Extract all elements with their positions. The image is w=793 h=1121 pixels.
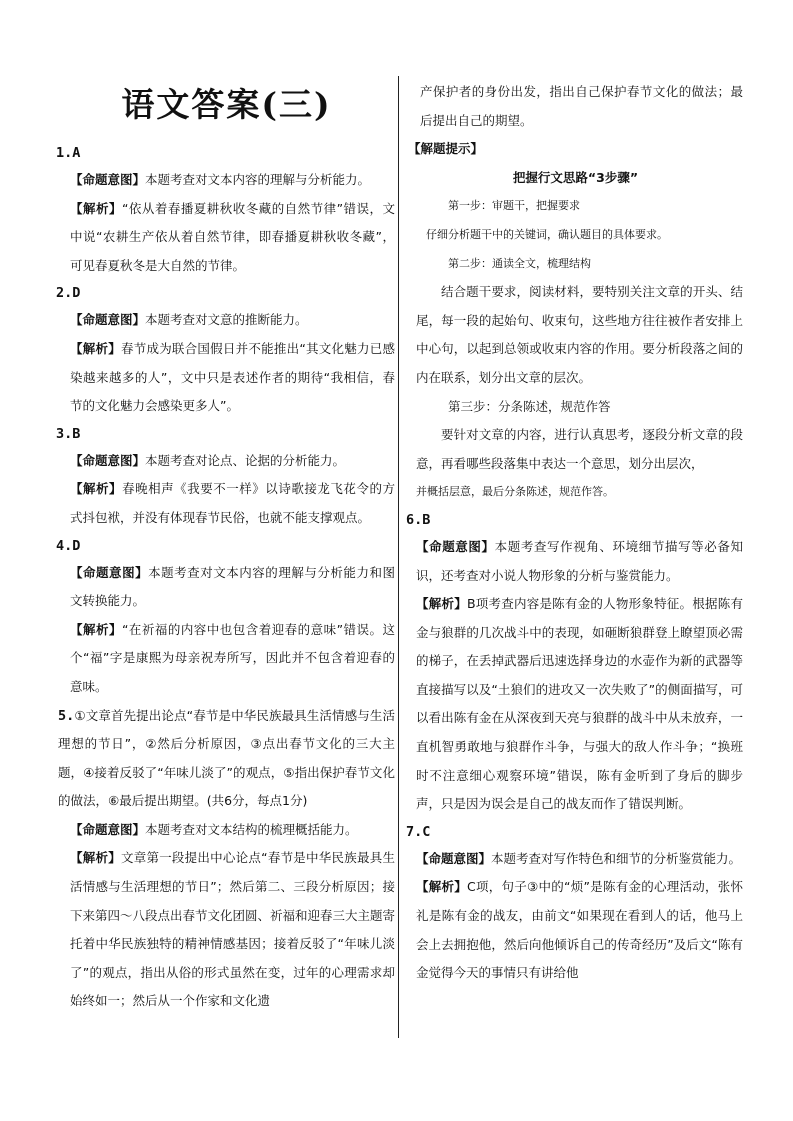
question-number: 4.D [56,537,81,554]
intent-tag: 【命题意图】 [416,538,495,554]
intent-tag: 【命题意图】 [70,452,146,468]
step-3-body: 要针对文章的内容，进行认真思考，逐段分析文章的段意，再看哪些段落集中表达一个意思，划分出层次， [416,427,743,471]
intent-tag: 【命题意图】 [70,172,146,187]
question-4 [58,533,395,702]
column-divider [398,76,399,1038]
analysis-text: C项，句子③中的“烦”是陈有金的心理活动，张怀礼是陈有金的战友，由前文“如果现在看到人的话，他马上会上去拥抱他，然后向他倾诉自己的传奇经历”及后文“陈有金觉得今天的事情只有讲给他 [416,879,743,981]
question-6 [408,507,743,819]
analysis-text: 春节成为联合国假日并不能推出“其文化魅力已感染越来越多的人”，文中只是表述作者的期待“我相信，春节的文化魅力会感染更多人”。 [70,340,395,414]
intent-text: 本题考查对文本内容的理解与分析能力。 [145,172,371,187]
left-column [58,78,395,1016]
intent-text: 本题考查写作视角、环境细节描写等必备知识，还考查对小说人物形象的分析与鉴赏能力。 [416,538,743,583]
question-2 [58,280,395,420]
question-5 [58,702,395,1017]
page-title: 语文答案(三) [121,85,332,124]
question-number: 3.B [56,425,81,442]
intent-text: 本题考查对文本结构的梳理概括能力。 [145,821,358,837]
intent-text: 本题考查对写作特色和细节的分析鉴赏能力。 [491,850,742,866]
step-2-title: 第二步：通读全文，梳理结构 [448,256,591,270]
question-number: 2.D [56,285,81,302]
analysis-tag: 【解析】 [416,879,468,895]
question-3 [58,421,395,533]
analysis-tag: 【解析】 [70,200,122,216]
analysis-tag: 【解析】 [70,340,121,356]
analysis-text: B项考查内容是陈有金的人物形象特征。根据陈有金与狼群的几次战斗中的表现，如砸断狼群登上瞭望顶必需的梯子，在丢掉武器后迅速选择身边的水壶作为新的武器等直接描写以及“土狼们的进攻又一次失败了”的侧面描写，可以看出陈有金在从深夜到天亮与狼群的战斗中从未放弃，一直机智勇敢地与狼群作斗争，与强大的敌人作斗争；“换班时不注意细心观察环境”错误，陈有金听到了身后的脚步声，只是因为误会是自己的战友而作了错误判断。 [416,596,743,812]
intent-tag: 【命题意图】 [416,850,492,866]
step-3-tail: 并概括层意，最后分条陈述，规范作答。 [416,485,614,499]
step-1-body: 仔细分析题干中的关键词，确认题目的具体要求。 [426,227,668,241]
right-column [408,78,743,988]
intent-text: 本题考查对文本内容的理解与分析能力和图文转换能力。 [70,564,395,609]
question-number: 1.A [56,145,81,161]
step-2-body: 结合题干要求，阅读材料，要特别关注文章的开头、结尾，每一段的起始句、收束句，这些地方往往被作者安排上中心句，以起到总领或收束内容的作用。要分析段落之间的内在联系，划分出文章的层次。 [416,284,743,385]
intent-tag: 【命题意图】 [70,821,146,837]
analysis-text: “依从着春播夏耕秋收冬藏的自然节律”错误，文中说“农耕生产依从着自然节律，即春播夏耕秋收冬藏”，可见春夏秋冬是大自然的节律。 [70,200,395,273]
question-number: 7.C [406,823,431,840]
question-7 [408,819,743,988]
tips-heading: 【解题提示】 [408,141,484,157]
q5-continuation: 产保护者的身份出发，指出自己保护春节文化的做法；最后提出自己的期望。 [420,84,743,128]
analysis-text: 文章第一段提出中心论点“春节是中华民族最具生活情感与生活理想的节日”；然后第二、三段分析原因；接下来第四～八段点出春节文化团圆、祈福和迎春三大主题寄托着中华民族独特的精神情感基因；接着反驳了“年味儿淡了”的观点，指出从俗的形式虽然在变，过年的心理需求却始终如一；然后从一个作家和文化遗 [70,850,396,1009]
question-number: 6.B [406,511,431,528]
analysis-tag: 【解析】 [70,481,123,497]
analysis-tag: 【解析】 [70,621,122,637]
analysis-tag: 【解析】 [70,850,121,866]
intent-tag: 【命题意图】 [70,564,149,580]
question-number: 5. [58,707,75,724]
step-3-title: 第三步：分条陈述，规范作答 [448,398,611,414]
intent-text: 本题考查对文意的推断能力。 [145,312,308,328]
question-1 [58,140,395,280]
analysis-tag: 【解析】 [416,596,467,612]
step-1-title: 第一步：审题干，把握要求 [448,199,580,213]
intent-tag: 【命题意图】 [70,312,146,328]
analysis-text: 春晚相声《我要不一样》以诗歌接龙飞花令的方式抖包袱，并没有体现春节民俗，也就不能支撑观点。 [70,481,395,525]
tips-title: 把握行文思路“3步骤” [512,169,639,185]
analysis-text: “在祈福的内容中也包含着迎春的意味”错误。这个“福”字是康熙为母亲祝寿所写，因此并不包含着迎春的意味。 [70,621,395,694]
intent-text: 本题考查对论点、论据的分析能力。 [145,452,346,468]
answer-text: ①文章首先提出论点“春节是中华民族最具生活情感与生活理想的节日”，②然后分析原因，③点出春节文化的三大主题，④接着反驳了“年味儿淡了”的观点，⑤指出保护春节文化的做法，⑥最后提出期望。(共6分，每点1分) [58,707,395,809]
